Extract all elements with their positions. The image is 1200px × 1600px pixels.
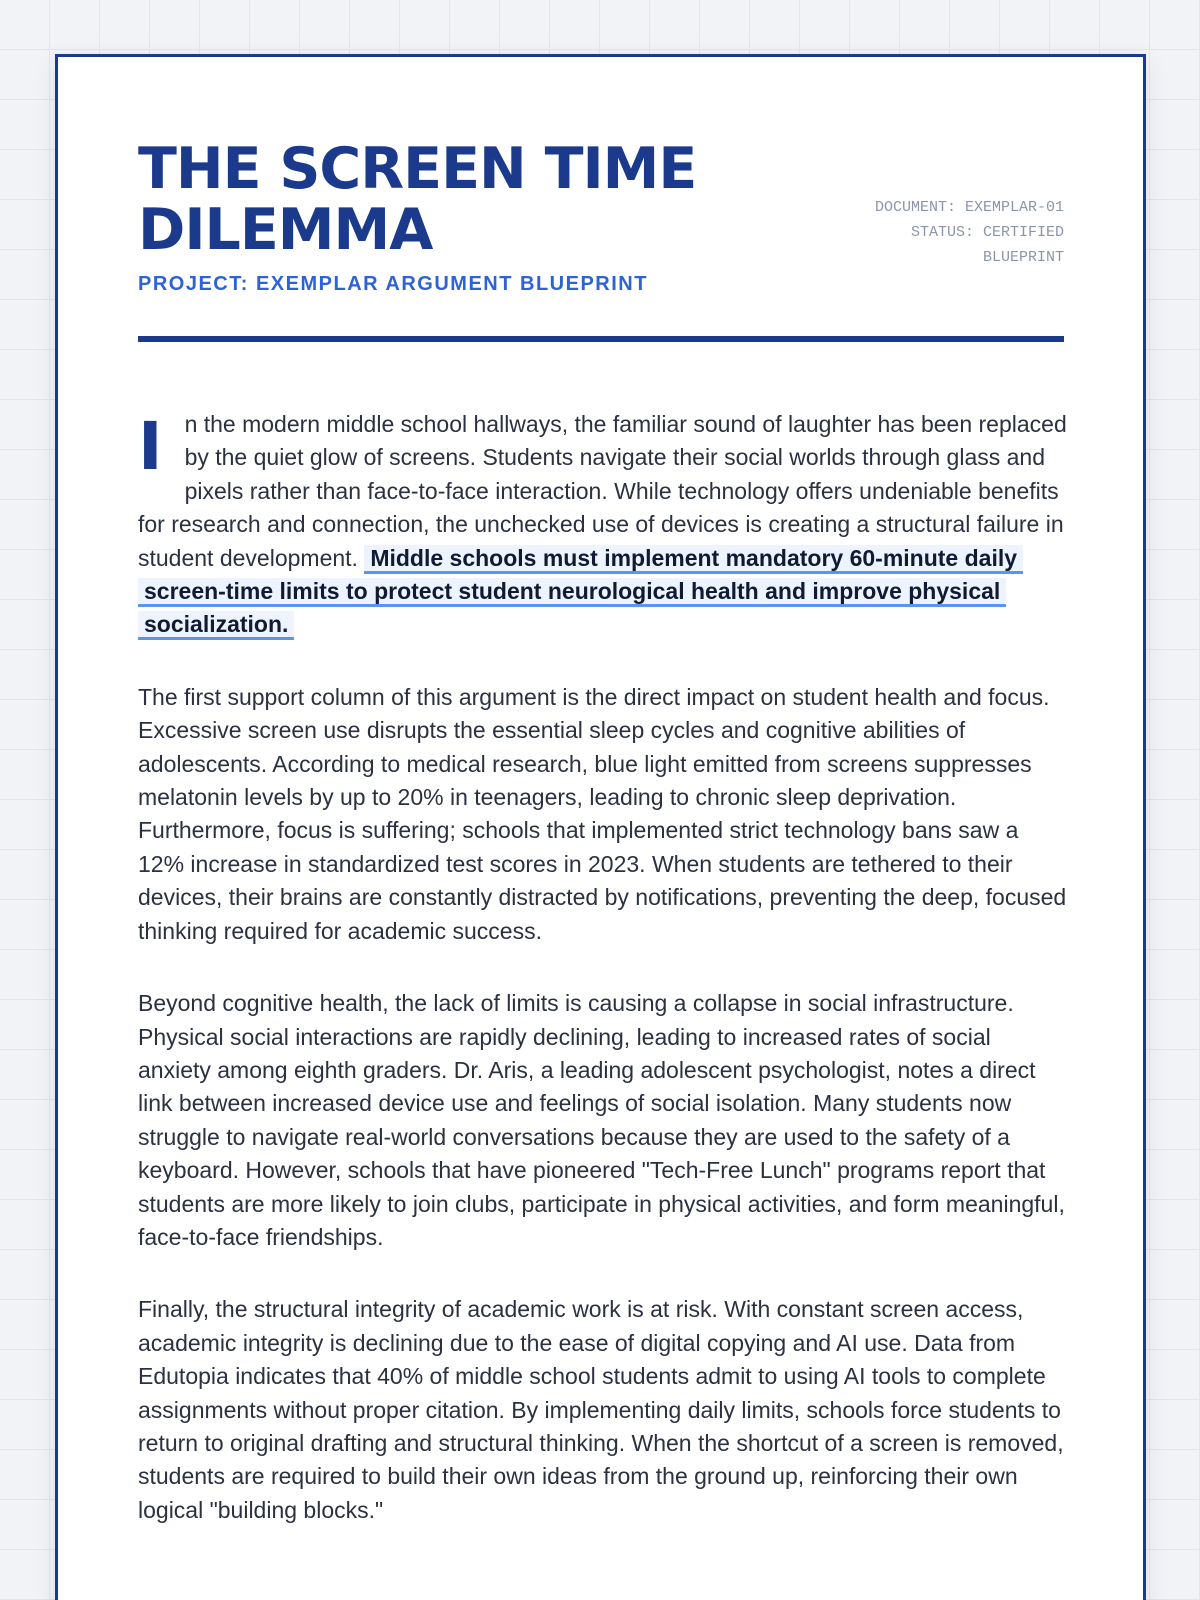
project-subtitle: PROJECT: EXEMPLAR ARGUMENT BLUEPRINT: [138, 273, 648, 295]
intro-paragraph: [138, 408, 1068, 642]
body-paragraph-1: The first support column of this argument is the direct impact on student health and focus. Excessive screen use disrupts the essential sleep cycles and cognitive abilities of adolescents. According to medical research, blue light emitted from screens suppresses melatonin levels by up to 20% in teenagers, leading to chronic sleep deprivation. Furthermore, focus is suffering; schools that implemented strict technology bans saw a 12% increase in standardized test scores in 2023. When students are tethered to their devices, their brains are constantly distracted by notifications, preventing the deep, focused thinking required for academic success.: [138, 683, 1067, 944]
body-paragraph-3: Finally, the structural integrity of academic work is at risk. With constant screen access, academic integrity is declining due to the ease of digital copying and AI use. Data from Edutopia indicates that 40% of middle school students admit to using AI tools to complete assignments without proper citation. By implementing daily limits, schools force students to return to original drafting and structural thinking. When the shortcut of a screen is removed, students are required to build their own ideas from the ground up, reinforcing their own logical "building blocks.": [138, 1296, 1064, 1523]
body-paragraph-2: Beyond cognitive health, the lack of limits is causing a collapse in social infrastructure. Physical social interactions are rapidly declining, leading to increased rates of social anxiety among eighth graders. Dr. Aris, a leading adolescent psychologist, notes a direct link between increased device use and feelings of social isolation. Many students now struggle to navigate real-world conversations because they are used to the safety of a keyboard. However, schools that have pioneered "Tech-Free Lunch" programs report that students are more likely to join clubs, participate in physical activities, and form meaningful, face-to-face friendships.: [138, 990, 1065, 1250]
intro-text: n the modern middle school hallways, the familiar sound of laughter has been replaced by the quiet glow of screens. Students navigate their social worlds through glass and pixels rather than face-to-face interaction. While technology offers undeniable benefits for research and connection, the unchecked use of devices is creating a structural failure in student development.: [138, 411, 1067, 571]
document-id: DOCUMENT: EXEMPLAR-01: [874, 199, 1064, 216]
page-title: THE SCREEN TIME DILEMMA: [138, 136, 697, 263]
header-divider: [138, 336, 1064, 342]
document-header: [138, 136, 1064, 339]
document-status: STATUS: CERTIFIED BLUEPRINT: [910, 224, 1064, 266]
document-sheet: [55, 54, 1146, 1600]
document-meta: [834, 195, 1064, 270]
drop-cap: I: [138, 408, 163, 485]
essay-body: [138, 408, 1068, 1566]
thesis-statement: Middle schools must implement mandatory 60-minute daily screen-time limits to protect student neurological health and improve physical socialization.: [138, 545, 1023, 641]
